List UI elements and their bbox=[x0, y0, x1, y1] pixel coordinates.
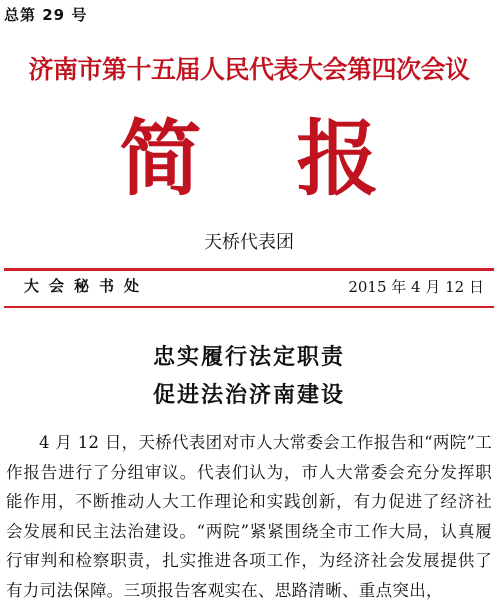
header-divider-bottom bbox=[4, 306, 494, 308]
article-body: 4 月 12 日，天桥代表团对市人大常委会工作报告和“两院”工作报告进行了分组审议。代表们认为，市人大常委会充分发挥职能作用，不断推动人大工作理论和实践创新，有力促进了经济社会发展和民主法治建设。“两院”紧紧围绕全市工作大局，认真履行审判和检察职责，扎实推进各项工作，为经济社会发展提供了有力司法保障。三项报告客观实在、思路清晰、重点突出， bbox=[6, 433, 492, 600]
article-headline-line2: 促进法治济南建设 bbox=[152, 382, 345, 408]
bulletin-title: 简报 bbox=[119, 112, 474, 207]
secretariat-label: 大会秘书处 bbox=[24, 277, 150, 295]
delegation-name: 天桥代表团 bbox=[204, 232, 294, 253]
issue-date: 2015 年 4 月 12 日 bbox=[348, 278, 484, 296]
article-headline-line1: 忠实履行法定职责 bbox=[152, 344, 345, 370]
header-divider-top bbox=[4, 268, 494, 271]
issue-number: 总第 29 号 bbox=[4, 6, 88, 24]
meeting-name: 济南市第十五届人民代表大会第四次会议 bbox=[28, 55, 470, 84]
